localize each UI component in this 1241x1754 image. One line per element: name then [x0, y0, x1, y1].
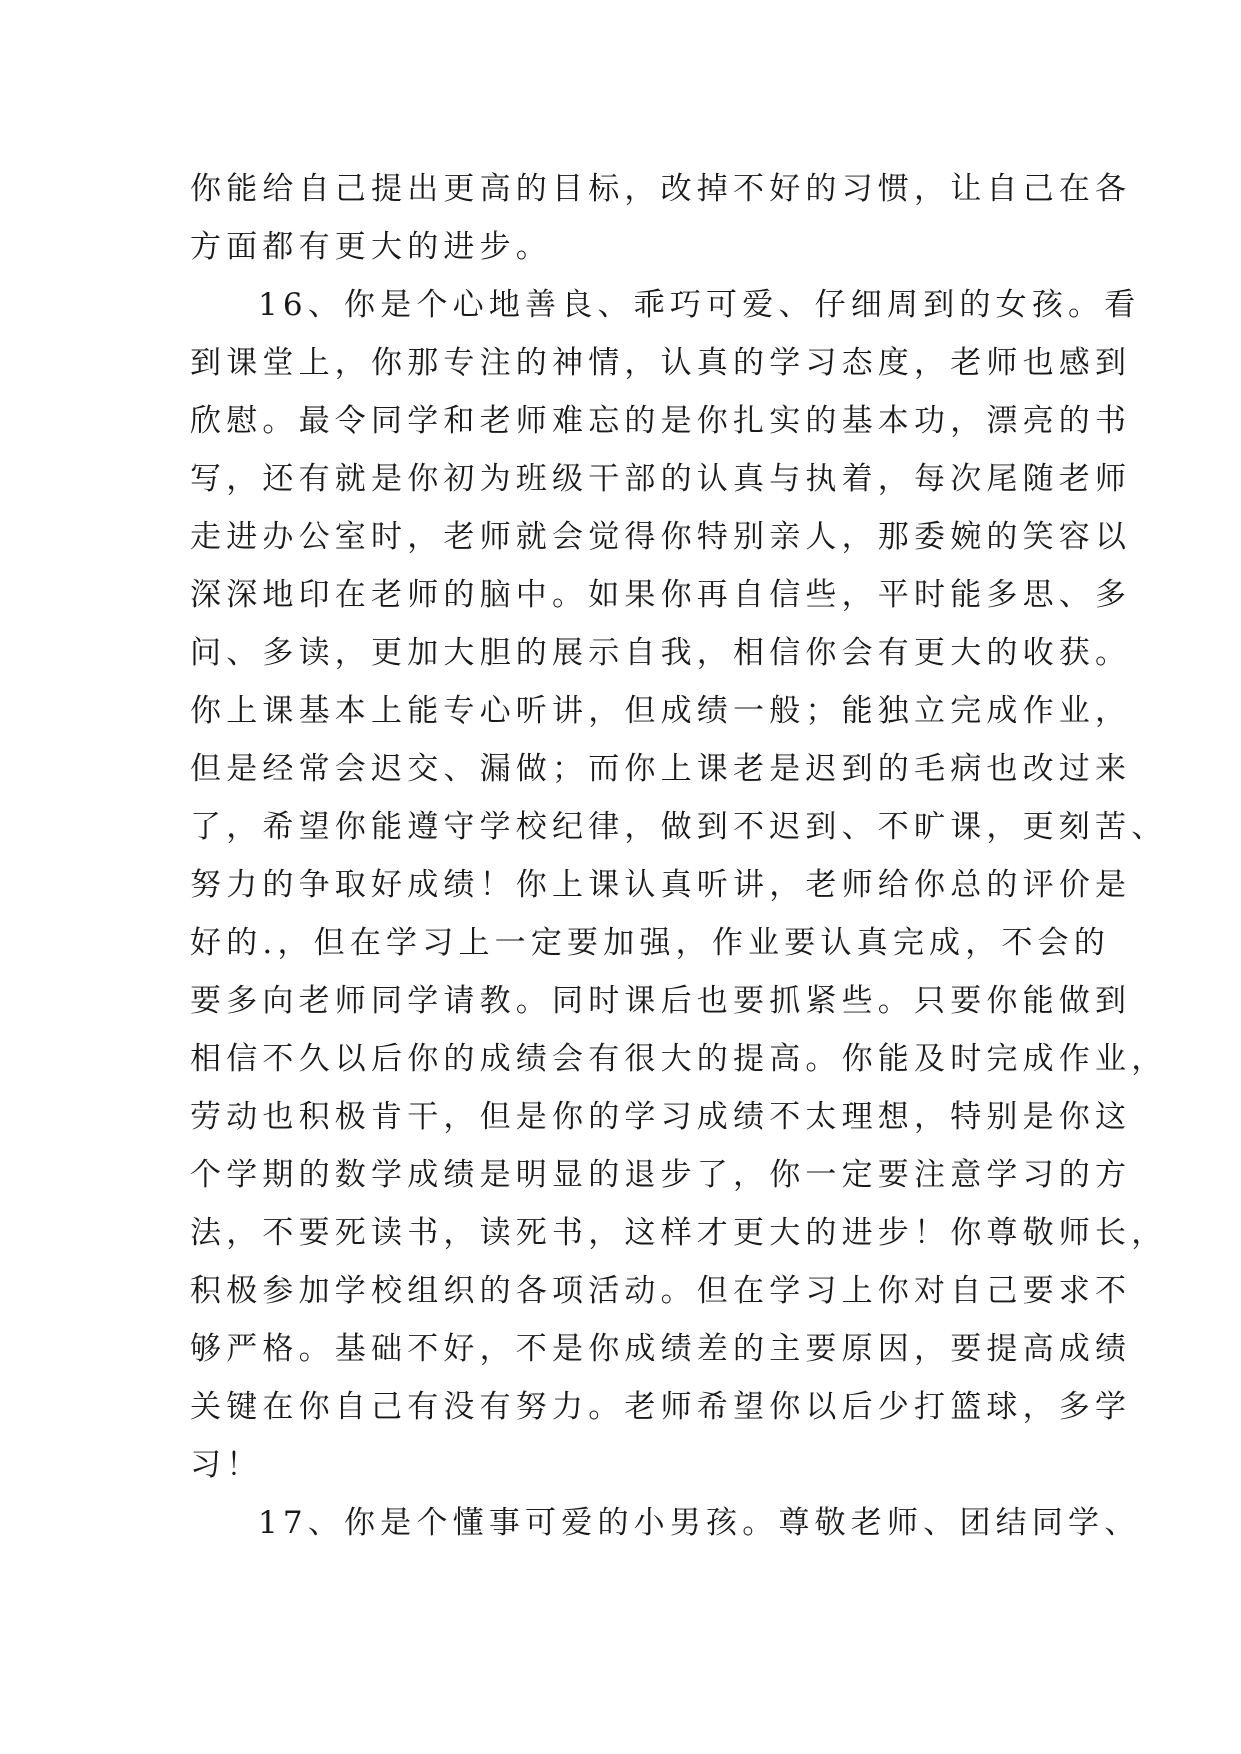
text-line: 走进办公室时，老师就会觉得你特别亲人，那委婉的笑容以 [190, 519, 1132, 555]
text-line: 关键在你自己有没有努力。老师希望你以后少打篮球，多学 [190, 1389, 1132, 1425]
text-line: 到课堂上，你那专注的神情，认真的学习态度，老师也感到 [190, 345, 1132, 381]
paragraph-16-start: 16、你是个心地善良、乖巧可爱、仔细周到的女孩。看 [258, 287, 1141, 323]
text-line: 欣慰。最令同学和老师难忘的是你扎实的基本功，漂亮的书 [190, 403, 1132, 439]
text-line: 努力的争取好成绩！你上课认真听讲，老师给你总的评价是 [190, 867, 1132, 903]
text-line: 深深地印在老师的脑中。如果你再自信些，平时能多思、多 [190, 577, 1132, 613]
text-line: 个学期的数学成绩是明显的退步了，你一定要注意学习的方 [190, 1157, 1132, 1193]
text-line: 方面都有更大的进步。 [190, 229, 552, 265]
text-line: 了，希望你能遵守学校纪律，做到不迟到、不旷课，更刻苦、 [190, 809, 1168, 845]
text-line: 要多向老师同学请教。同时课后也要抓紧些。只要你能做到 [190, 983, 1132, 1019]
text-line: 积极参加学校组织的各项活动。但在学习上你对自己要求不 [190, 1273, 1132, 1309]
paragraph-17-start: 17、你是个懂事可爱的小男孩。尊敬老师、团结同学、 [258, 1505, 1141, 1541]
text-line: 写，还有就是你初为班级干部的认真与执着，每次尾随老师 [190, 461, 1132, 497]
text-line: 习！ [190, 1447, 263, 1483]
text-line: 够严格。基础不好，不是你成绩差的主要原因，要提高成绩 [190, 1331, 1132, 1367]
text-line: 但是经常会迟交、漏做；而你上课老是迟到的毛病也改过来 [190, 751, 1132, 787]
text-line: 法，不要死读书，读死书，这样才更大的进步！你尊敬师长， [190, 1215, 1168, 1251]
text-line: 好的.，但在学习上一定要加强，作业要认真完成，不会的 [190, 925, 1111, 961]
body-text [190, 160, 1168, 1552]
text-line: 劳动也积极肯干，但是你的学习成绩不太理想，特别是你这 [190, 1099, 1132, 1135]
text-line: 你上课基本上能专心听讲，但成绩一般；能独立完成作业， [190, 693, 1132, 729]
text-line: 问、多读，更加大胆的展示自我，相信你会有更大的收获。 [190, 635, 1132, 671]
text-line: 相信不久以后你的成绩会有很大的提高。你能及时完成作业， [190, 1041, 1168, 1077]
text-line: 你能给自己提出更高的目标，改掉不好的习惯，让自己在各 [190, 171, 1132, 207]
